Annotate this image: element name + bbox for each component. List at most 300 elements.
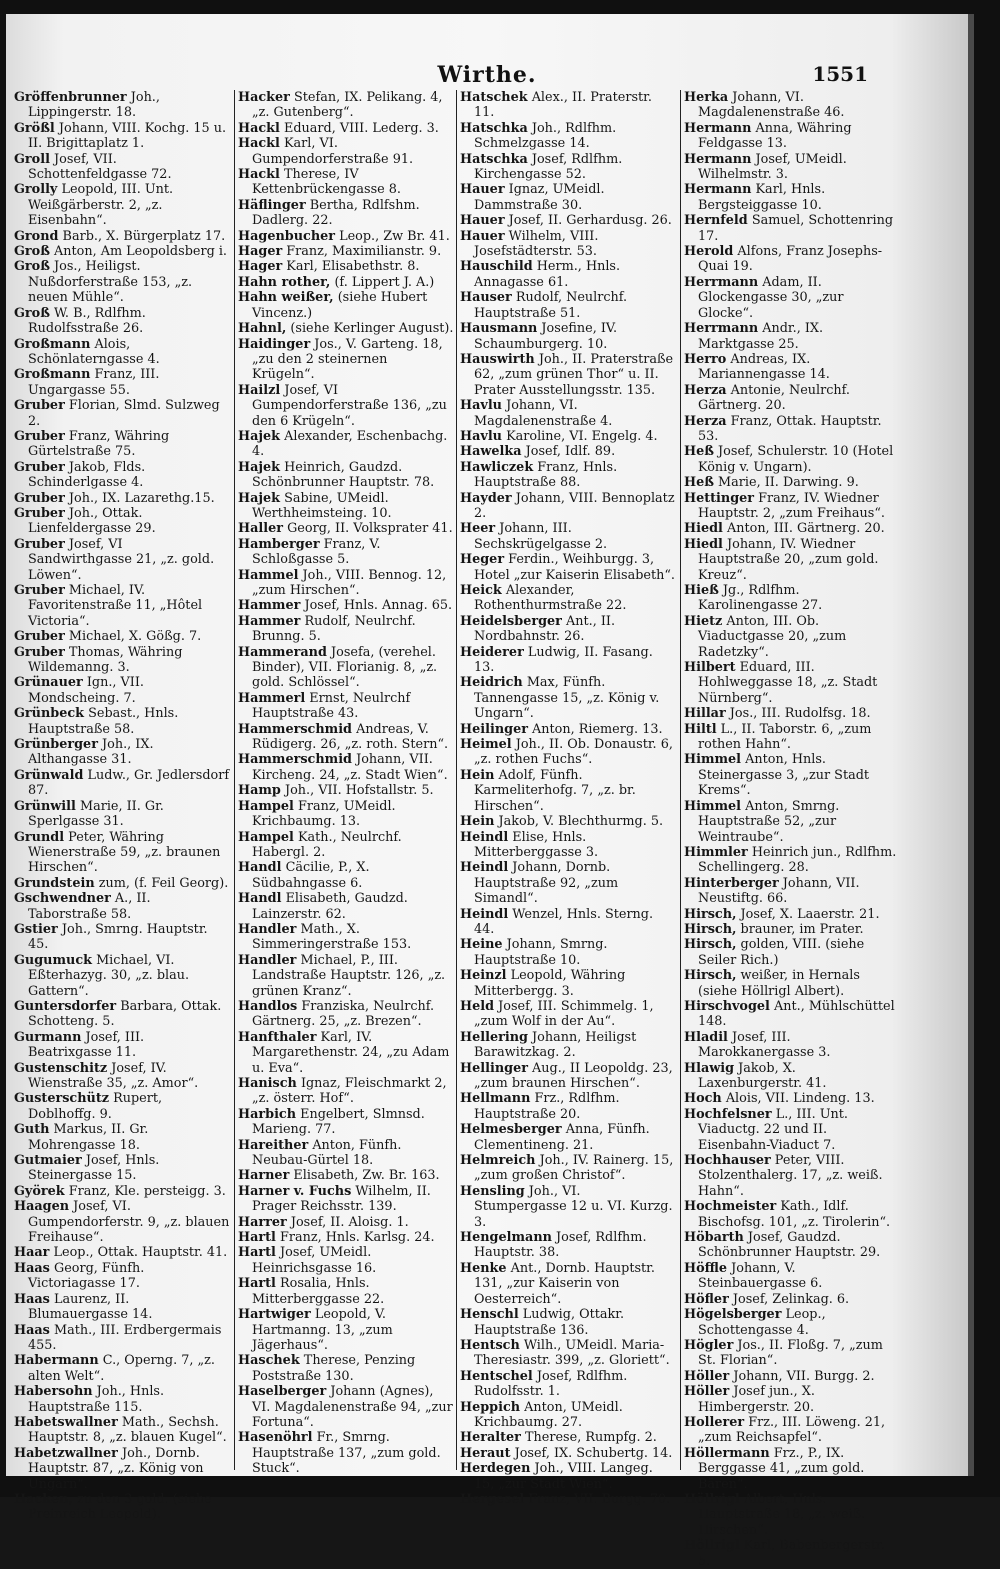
column-divider (680, 90, 681, 1470)
directory-entry (684, 414, 898, 445)
entry-details: Jos., V. Garteng. 18, „zu den 2 steinernen Krügeln“. (252, 336, 443, 383)
entry-name: Groß (14, 305, 50, 321)
entry-name: Handl (238, 891, 282, 907)
directory-entry (238, 90, 454, 121)
entry-name: Hieß (684, 583, 719, 598)
directory-entry (684, 1153, 898, 1199)
directory-entry (238, 167, 454, 198)
entry-name: Heimel (460, 737, 512, 753)
directory-entry (684, 383, 898, 414)
entry-name: Högelsberger (684, 1307, 782, 1323)
entry-details: Josef jun., X. Himbergerstr. 20. (698, 1384, 815, 1415)
entry-name: Himmler (684, 844, 748, 860)
entry-details: Therese, IV Kettenbrückengasse 8. (252, 167, 401, 198)
directory-entry (460, 398, 676, 429)
directory-entry (460, 259, 676, 290)
entry-name: Gstier (14, 921, 58, 937)
directory-entry (14, 1292, 230, 1323)
entry-name: Hampel (238, 798, 294, 814)
entry-details: Georg, Fünfh. Victoriagasse 17. (28, 1260, 145, 1292)
entry-name: Grünwald (14, 767, 84, 783)
entry-details: Franz, V. Schloßgasse 5. (252, 536, 381, 568)
column-divider (456, 90, 457, 1470)
entry-name: Henschl (460, 1307, 519, 1323)
entry-details: zum, (f. Feil Georg). (98, 875, 229, 891)
directory-entry (684, 475, 898, 490)
entry-details: Franz, VII. Burgg. 70. (528, 1491, 671, 1507)
entry-name: Groll (14, 151, 50, 167)
directory-entry (684, 1261, 898, 1292)
directory-entry (14, 306, 230, 337)
entry-details: Max, Fünfh. Tannengasse 15, „z. König v. Ungarn“. (474, 675, 660, 722)
entry-details: Georg, II. Volksprater 41. (287, 521, 453, 537)
entry-details: L., II. Taborstr. 6, „zum rothen Hahn“. (698, 721, 872, 753)
entry-details: Karoline, VI. Engelg. 4. (506, 428, 658, 444)
directory-entry (460, 1153, 676, 1184)
directory-entry (14, 799, 230, 830)
entry-details: Ludwig, Ottakr. Hauptstraße 136. (474, 1307, 625, 1338)
directory-entry (238, 290, 454, 321)
entry-name: Gschwendner (14, 891, 111, 907)
entry-name: Hochmeister (684, 1199, 777, 1215)
entry-details: Joh., VIII. Langeg. 15, „zur Stadt Wien“. (474, 1461, 653, 1492)
entry-name: Hammel (238, 567, 299, 583)
directory-entry (684, 1369, 898, 1384)
entry-details: Cäcilie, P., X. Südbahngasse 6. (252, 860, 370, 891)
entry-name: Gruber (14, 459, 65, 475)
entry-name: Großmann (14, 336, 91, 352)
entry-name: Höllrigl (684, 1538, 740, 1554)
entry-name: Helmreich (460, 1153, 536, 1169)
entry-details: Alex., II. Praterstr. 11. (474, 90, 652, 121)
entry-details: Math., Sechsh. Hauptstr. 8, „z. blauen Kugel“. (28, 1414, 227, 1446)
entry-name: Györek (14, 1183, 65, 1199)
entry-name: Heindl (460, 906, 509, 922)
directory-entry (684, 968, 898, 999)
entry-details: Ant., Mühlschüttel 148. (698, 998, 895, 1030)
entry-details: Johann, Heiligst Barawitzkag. 2. (474, 1029, 637, 1061)
entry-details: Rudolf, Neulrchf. Hauptstraße 51. (474, 290, 628, 321)
entry-name: Hirsch, (684, 921, 737, 937)
directory-entry (684, 907, 898, 922)
entry-name: Hollerer (684, 1414, 745, 1430)
entry-name: Hareither (238, 1137, 309, 1153)
directory-entry (684, 275, 898, 321)
entry-details: Josef, Gaudzd. Schönbrunner Hauptstr. 29. (698, 1230, 881, 1261)
entry-details: Andreas, IX. Mariannengasse 14. (698, 351, 830, 383)
entry-details: Josef, IV. Wienstraße 35, „z. Amor“. (28, 1060, 199, 1091)
entry-details: Franz, UMeidl. Krichbaumg. 13. (252, 798, 396, 830)
directory-entry (14, 460, 230, 491)
directory-entry (14, 583, 230, 629)
directory-entry (684, 583, 898, 614)
directory-entry (238, 491, 454, 522)
entry-name: Handler (238, 921, 297, 937)
entry-name: Guth (14, 1122, 50, 1138)
entry-name: Herza (684, 413, 727, 429)
entry-name: Gusterschütz (14, 1091, 110, 1107)
entry-name: Hartl (238, 1276, 276, 1292)
entry-name: Haschek (238, 1353, 300, 1369)
entry-details: Peter, VIII. Stolzenthalerg. 17, „z. weiß. Hahn“. (698, 1153, 883, 1199)
directory-entry (14, 922, 230, 953)
entry-details: Josef, Zelinkag. 6. (732, 1291, 850, 1307)
entry-name: Hergesel (460, 1491, 525, 1507)
entry-details: Josef, Rdlfhm. Hauptstr. 38. (474, 1230, 647, 1261)
entry-name: Högler (684, 1337, 734, 1353)
entry-name: Hajek (238, 428, 281, 444)
directory-entry (14, 506, 230, 537)
entry-name: Hein (460, 814, 495, 830)
entry-name: Grond (14, 228, 59, 244)
entry-name: Gruber (14, 583, 65, 598)
directory-entry (14, 259, 230, 305)
entry-name: Hauswirth (460, 351, 535, 367)
entry-name: Hermann (684, 120, 752, 136)
entry-details: Marie, II. Darwing. 9. (718, 475, 859, 491)
entry-name: Hammerschmid (238, 752, 352, 768)
entry-name: Grolly (14, 182, 58, 198)
entry-details: Ludwig, II. Fasang. 13. (474, 644, 653, 676)
entry-details: Antonie, Neulrchf. Gärtnerg. 20. (698, 382, 850, 414)
directory-entry (460, 614, 676, 645)
directory-entry (684, 799, 898, 845)
directory-entry (460, 1122, 676, 1153)
entry-name: Grundl (14, 829, 65, 845)
entry-details: Johann, III. Sechskrügelgasse 2. (474, 521, 608, 552)
entry-details: Michael, VI. Eßterhazyg. 30, „z. blau. Gattern“. (28, 952, 190, 999)
entry-details: Leop., Schottengasse 4. (698, 1307, 826, 1338)
directory-entry (684, 1446, 898, 1492)
column-2 (238, 90, 454, 1477)
directory-entry (238, 429, 454, 460)
entry-details: Elisabeth, Zw. Br. 163. (293, 1168, 440, 1184)
entry-details: Herm., Hnls. Annagasse 61. (474, 259, 621, 290)
entry-details: Alexander, Rothenthurmstraße 22. (474, 583, 627, 614)
entry-details: Wilh., UMeidl. Maria-Theresiastr. 399, „z. Gloriett“. (474, 1337, 670, 1369)
directory-entry (460, 1461, 676, 1492)
directory-entry (460, 830, 676, 861)
entry-name: Hacken, (14, 1491, 73, 1507)
entry-details: Leopold, III. Unt. Weißgärberstr. 2, „z. Eisenbahn“. (28, 182, 174, 229)
entry-details: Karl, VI. Gumpendorferstraße 91. (252, 136, 414, 167)
entry-name: Hauer (460, 228, 505, 244)
entry-name: Hiedl (684, 521, 723, 537)
entry-name: Herro (684, 351, 727, 367)
directory-entry (460, 1446, 676, 1461)
directory-entry (684, 1307, 898, 1338)
directory-entry (14, 675, 230, 706)
entry-name: Hackl (238, 136, 280, 152)
directory-entry (14, 1492, 230, 1523)
entry-name: Hauer (460, 213, 505, 229)
entry-details: Josef, Rdlfhm. Rudolfsstr. 1. (474, 1368, 628, 1400)
directory-entry (460, 1492, 676, 1507)
entry-name: Großmann (14, 367, 91, 383)
entry-name: Heilinger (460, 721, 528, 737)
entry-details: Leopold, Währing Mitterbergg. 3. (474, 968, 626, 999)
entry-details: Johann, VII. Kircheng. 24, „z. Stadt Wien“. (252, 752, 448, 783)
entry-details: Joh., Hnls. Hauptstraße 115. (28, 1384, 165, 1415)
entry-details: Karl, Babenbergerstr. 5. (698, 1538, 885, 1569)
directory-entry (14, 1245, 230, 1260)
entry-name: Hauser (460, 290, 512, 306)
entry-name: Hatschka (460, 151, 528, 167)
entry-details: Elisabeth, Gaudzd. Lainzerstr. 62. (252, 891, 408, 922)
entry-details: Ign., VII. Mondscheing. 7. (28, 675, 144, 706)
page-number: 1551 (812, 62, 868, 86)
entry-details: Joh., Ottak. Lienfeldergasse 29. (28, 505, 156, 537)
entry-name: Havlu (460, 428, 502, 444)
entry-name: Hager (238, 259, 283, 275)
directory-entry (238, 953, 454, 999)
entry-details: Josef, X. Laaerstr. 21. (740, 906, 880, 922)
entry-name: Hladil (684, 1029, 728, 1045)
directory-entry (238, 1353, 454, 1384)
entry-details: Michael, X. Gößg. 7. (68, 629, 202, 645)
entry-details: Kath., Neulrchf. Habergl. 2. (252, 829, 402, 860)
directory-entry (460, 675, 676, 721)
entry-details: A., II. Taborstraße 58. (28, 891, 151, 922)
entry-name: Helmesberger (460, 1122, 562, 1138)
entry-name: Himmel (684, 798, 742, 814)
entry-details: Franz, IV. Wiedner Hauptstr. 2, „zum Freihaus“. (698, 490, 885, 521)
directory-entry (684, 1415, 898, 1446)
directory-entry (238, 460, 454, 491)
entry-name: Haas (14, 1322, 50, 1338)
directory-entry (460, 1400, 676, 1431)
entry-details: Johann, VIII. Bennoplatz 2. (474, 490, 675, 521)
entry-details: Frz., Rdlfhm. Hauptstraße 20. (474, 1091, 620, 1122)
directory-entry (684, 1199, 898, 1230)
entry-details: Ant., Dornb. Hauptstr. 131, „zur Kaiserin von Oesterreich“. (474, 1260, 655, 1307)
directory-entry (14, 90, 230, 121)
directory-entry (14, 830, 230, 876)
entry-details: Johann, IV. Wiedner Hauptstraße 20, „zum gold. Kreuz“. (698, 536, 879, 583)
entry-details: Jakob, Flds. Schinderlgasse 4. (28, 459, 146, 491)
entry-details: Johann, VI. Magdalenenstraße 4. (474, 398, 613, 429)
entry-name: Hausmann (460, 321, 538, 337)
entry-name: Hagenbucher (238, 228, 336, 244)
entry-name: Hartl (238, 1245, 276, 1261)
entry-name: Hajek (238, 490, 281, 506)
entry-details: Josef, Hnls. Annag. 65. (304, 598, 453, 614)
directory-entry (460, 352, 676, 398)
directory-entry (684, 845, 898, 876)
directory-entry (684, 1107, 898, 1153)
entry-details: Wenzel, Hnls. Sterng. 44. (474, 906, 654, 937)
entry-name: Hackl (238, 120, 280, 136)
entry-details: Fr., Smrng. Hauptstraße 137, „zum gold. Stuck“. (252, 1430, 441, 1477)
directory-entry (460, 121, 676, 152)
entry-name: Heindl (460, 829, 509, 845)
entry-details: Anton, Am Leopoldsberg i. (54, 244, 227, 260)
directory-entry (14, 398, 230, 429)
entry-name: Hailzl (238, 382, 281, 398)
entry-name: Hirsch, (684, 937, 737, 953)
entry-name: Himmel (684, 752, 742, 768)
entry-details: Alfons, Franz Josephs-Quai 19. (698, 244, 883, 275)
entry-details: W. B., Rdlfhm. Rudolfsstraße 26. (28, 305, 146, 337)
entry-name: Habetswallner (14, 1414, 118, 1430)
directory-entry (460, 444, 676, 459)
directory-entry (238, 1307, 454, 1353)
entry-details: Franz, Kle. persteigg. 3. (68, 1183, 226, 1199)
directory-entry (238, 830, 454, 861)
entry-name: Gruber (14, 505, 65, 521)
entry-name: Hajek (238, 459, 281, 475)
column-1 (14, 90, 230, 1523)
entry-name: Herrmann (684, 321, 759, 337)
directory-entry (238, 645, 454, 691)
entry-name: Hilbert (684, 660, 736, 676)
entry-name: Hasenöhrl (238, 1430, 313, 1446)
directory-entry (460, 460, 676, 491)
entry-details: L., III. Unt. Viaductg. 22 und II. Eisenbahn-Viaduct 7. (698, 1106, 848, 1153)
directory-entry (460, 583, 676, 614)
directory-entry (238, 229, 454, 244)
entry-details: Johann, VII. Burgg. 2. (733, 1368, 875, 1384)
entry-details: Kath., Idlf. Bischofsg. 101, „z. Tirolerin“. (698, 1199, 891, 1230)
entry-details: Laurenz, II. Blumauergasse 14. (28, 1291, 153, 1323)
entry-name: Groß (14, 244, 50, 260)
entry-details: Leop., Ottak. Hauptstr. 41. (53, 1245, 228, 1261)
directory-entry (14, 999, 230, 1030)
directory-entry (460, 1261, 676, 1307)
entry-name: Größl (14, 120, 55, 136)
entry-details: Therese, Penzing Poststraße 130. (252, 1353, 416, 1384)
entry-name: Gruber (14, 629, 65, 645)
directory-entry (460, 907, 676, 938)
entry-name: Harner (238, 1168, 290, 1184)
directory-entry (14, 1446, 230, 1492)
entry-details: Ignaz, Fleischmarkt 2, „z. österr. Hof“. (252, 1076, 447, 1107)
directory-entry (238, 1107, 454, 1138)
entry-name: Haas (14, 1291, 50, 1307)
entry-details: Anton, III. Gärtnerg. 20. (726, 521, 885, 537)
directory-entry (14, 537, 230, 583)
directory-entry (14, 768, 230, 799)
entry-name: Heiderer (460, 644, 524, 660)
directory-entry (14, 1415, 230, 1446)
entry-name: Heß (684, 475, 714, 491)
entry-name: Hentschel (460, 1368, 533, 1384)
directory-entry (14, 1323, 230, 1354)
entry-details: Sabine, UMeidl. Werthheimsteing. 10. (252, 490, 392, 521)
entry-details: Joh., VII. Hofstallstr. 5. (284, 783, 434, 799)
entry-name: Hlawig (684, 1060, 735, 1076)
entry-details: Karl, Elisabethstr. 8. (286, 259, 420, 275)
entry-name: Hanisch (238, 1076, 297, 1091)
entry-name: Habersohn (14, 1384, 93, 1400)
entry-name: Hawelka (460, 444, 522, 460)
entry-details: Heinrich, Gaudzd. Schönbrunner Hauptstr. 78. (252, 459, 435, 491)
entry-details: Sebast., Hnls. Hauptstraße 58. (28, 706, 179, 737)
entry-details: Josef, Rdlfhm. Kirchengasse 52. (474, 151, 623, 183)
entry-name: Höllermann (684, 1445, 770, 1461)
directory-entry (460, 645, 676, 676)
entry-name: Hettinger (684, 490, 755, 506)
directory-entry (238, 860, 454, 891)
entry-details: Joh., II. Praterstraße 62, „zum grünen Thor“ u. II. Prater Ausstellungsstr. 135. (474, 351, 674, 398)
entry-details: Joh., II. Ob. Donaustr. 6, „z. rothen Fuchs“. (474, 737, 673, 768)
entry-details: Heinrich jun., Rdlfhm. Schellingerg. 28. (698, 844, 897, 876)
entry-details: Franz, Währing Gürtelstraße 75. (28, 428, 170, 460)
entry-name: Hanfthaler (238, 1029, 317, 1045)
column-3 (460, 90, 676, 1507)
entry-name: Habetzwallner (14, 1445, 118, 1461)
directory-entry (684, 660, 898, 706)
directory-entry (460, 1369, 676, 1400)
directory-entry (14, 1384, 230, 1415)
entry-details: Josef, III. Beatrixgasse 11. (28, 1029, 145, 1061)
entry-name: Hellmann (460, 1091, 531, 1107)
entry-details: Joh., IV. Rainerg. 15, „zum großen Christof“. (474, 1153, 674, 1184)
directory-entry (684, 491, 898, 522)
entry-details: Adam, II. Glockengasse 30, „zur Glocke“. (698, 274, 844, 321)
entry-details: Rosalia, Hnls. Mitterberggasse 22. (252, 1276, 385, 1307)
directory-entry (238, 568, 454, 599)
entry-details: Josef, II. Gerhardusg. 26. (508, 213, 672, 229)
entry-details: Alois, VII. Lindeng. 13. (725, 1091, 875, 1107)
entry-details: Albert, Hnls. Hauptstraße 18, „z. weiß. Hirschen“. (698, 1491, 866, 1538)
entry-details: Anton, III. Ob. Viaductgasse 20, „zum Radetzky“. (698, 613, 847, 660)
directory-entry (238, 891, 454, 922)
directory-entry (238, 722, 454, 753)
entry-name: Heindl (460, 860, 509, 876)
entry-name: Hahn weißer, (238, 290, 334, 306)
entry-details: weißer, in Hernals (siehe Höllrigl Albert). (698, 968, 860, 999)
entry-name: Höffle (684, 1260, 728, 1276)
entry-name: Hoch (684, 1091, 722, 1107)
entry-name: Herka (684, 90, 729, 105)
entry-name: Hacker (238, 90, 290, 105)
directory-entry (14, 1184, 230, 1199)
entry-name: Höller (684, 1384, 730, 1400)
entry-name: Häflinger (238, 197, 306, 213)
directory-entry (460, 1430, 676, 1445)
entry-details: Therese, Rumpfg. 2. (525, 1430, 657, 1446)
entry-details: Andreas, V. Rüdigerg. 26, „z. roth. Stern“. (252, 721, 449, 753)
entry-details: Franz, Maximilianstr. 9. (286, 244, 442, 260)
entry-details: Josef, Hnls. Steinergasse 15. (28, 1153, 160, 1184)
entry-name: Hentsch (460, 1337, 520, 1353)
directory-entry (460, 491, 676, 522)
directory-entry (460, 1184, 676, 1230)
directory-entry (684, 321, 898, 352)
entry-details: Joh., VIII. Bennog. 12, „zum Hirschen“. (252, 567, 447, 598)
entry-details: Johann, Smrng. Hauptstraße 10. (474, 937, 608, 968)
directory-entry (238, 136, 454, 167)
entry-details: Ant., II. Nordbahnstr. 26. (474, 613, 616, 645)
entry-details: Ferdin., Weihburgg. 3, Hotel „zur Kaiserin Elisabeth“. (474, 552, 675, 583)
entry-name: Herza (684, 382, 727, 398)
directory-entry (684, 213, 898, 244)
entry-name: Hammerl (238, 690, 306, 706)
entry-name: Heidrich (460, 675, 523, 691)
entry-details: Bertha, Rdlfshm. Dadlerg. 22. (252, 197, 420, 229)
directory-entry (238, 1430, 454, 1476)
directory-entry (460, 429, 676, 444)
directory-entry (238, 244, 454, 259)
entry-name: Hochhauser (684, 1153, 771, 1169)
entry-name: Haas (14, 1260, 50, 1276)
entry-name: Hiedl (684, 536, 723, 552)
directory-entry (14, 229, 230, 244)
directory-entry (14, 1091, 230, 1122)
entry-details: Jakob, V. Blechthurmg. 5. (498, 814, 664, 830)
entry-details: Stefan, IX. Pelikang. 4, „z. Gutenberg“. (252, 90, 443, 121)
